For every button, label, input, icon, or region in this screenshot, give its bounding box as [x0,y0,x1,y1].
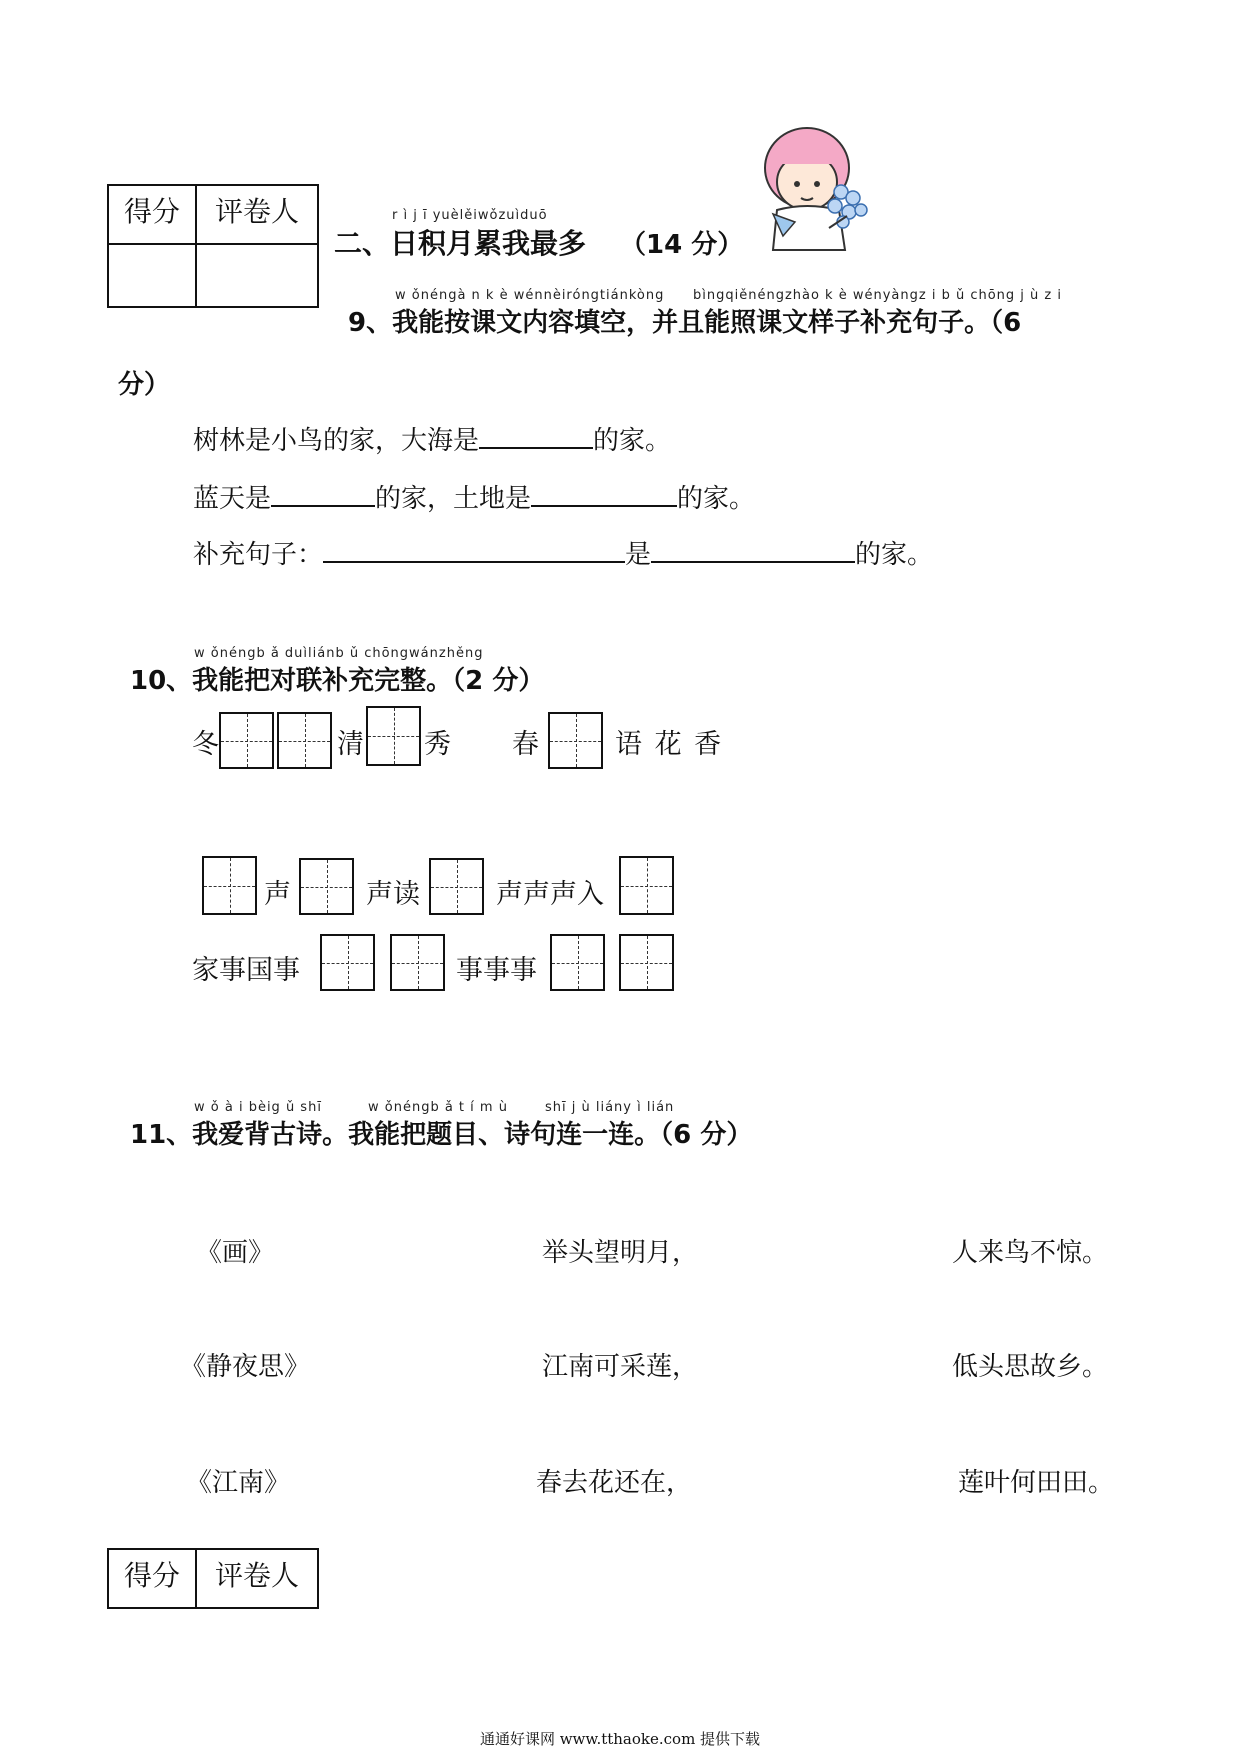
q9-line-2-text: 蓝天是 [193,484,272,514]
tianzige-box[interactable] [619,856,674,915]
couplet-chars: 家事国事 [192,955,300,986]
q9-line-1-end: 的家。 [593,426,672,456]
couplet-chars: 声读 [366,879,420,910]
poem-line[interactable]: 江南可采莲， [542,1352,699,1382]
q10-title: 10、我能把对联补充完整。（2 分） [130,666,545,696]
couplet-char: 声 [264,879,291,910]
grader-cell[interactable] [196,244,318,307]
grader-header: 评卷人 [196,1549,318,1608]
q9-line-2-mid: 的家，土地是 [375,484,532,514]
q9-line-1-text: 树林是小鸟的家，大海是 [193,426,480,456]
q9-blank-2[interactable] [271,481,375,507]
q9-line-2-end: 的家。 [677,484,756,514]
couplet-char: 春 [512,729,539,760]
q9-line-1 [193,420,671,457]
section-title: 二、日积月累我最多 [334,227,587,260]
q9-line-2 [193,478,755,515]
poem-line[interactable]: 莲叶何田田。 [958,1468,1115,1498]
girl-with-flowers-icon [755,118,875,258]
q9-line-3 [193,534,933,571]
q9-blank-3[interactable] [531,481,677,507]
tianzige-box[interactable] [277,712,332,769]
footer-text: 通通好课网 www.tthaoke.com 提供下载 [479,1730,761,1748]
q9-blank-4[interactable] [323,537,625,563]
q9-title-continued: 分） [118,370,171,400]
poem-title[interactable]: 《画》 [196,1238,275,1268]
poem-line[interactable]: 人来鸟不惊。 [952,1238,1109,1268]
poem-line[interactable]: 举头望明月， [542,1238,699,1268]
q9-blank-5[interactable] [651,537,855,563]
q9-blank-1[interactable] [479,423,593,449]
tianzige-box[interactable] [548,712,603,769]
couplet-chars: 语 花 香 [615,729,722,760]
tianzige-box[interactable] [619,934,674,991]
q11-pinyin-a: w ǒ à i bèig ǔ shī [194,1100,322,1115]
q9-pinyin-a: w ǒnéngà n k è wénnèiróngtiánkòng [395,288,665,303]
q11-title: 11、我爱背古诗。我能把题目、诗句连一连。（6 分） [130,1120,753,1150]
score-cell[interactable] [108,244,196,307]
q9-line-3-end: 的家。 [855,540,934,570]
score-header: 得分 [108,1549,196,1608]
couplet-chars: 声声声入 [496,879,604,910]
poem-title[interactable]: 《江南》 [186,1468,291,1498]
tianzige-box[interactable] [219,712,274,769]
q11-pinyin-b: w ǒnéngb ǎ t í m ù [368,1100,508,1115]
q9-line-3-label: 补充句子： [193,540,324,570]
tianzige-box[interactable] [299,858,354,915]
score-header: 得分 [108,185,196,244]
q9-pinyin-b: bìngqiěnéngzhào k è wényàngz i b ǔ chōng j ù z i [693,288,1062,303]
couplet-char: 秀 [424,729,451,760]
q9-title: 9、我能按课文内容填空，并且能照课文样子补充句子。（6 [348,308,1022,338]
tianzige-box[interactable] [202,856,257,915]
score-table [107,1548,319,1609]
couplet-char: 冬 [192,729,219,760]
poem-line[interactable]: 春去花还在， [536,1468,693,1498]
q10-pinyin: w ǒnéngb ǎ duìliánb ǔ chōngwánzhěng [194,646,484,661]
q11-pinyin-c: shī j ù liány ì lián [545,1100,675,1115]
score-table [107,184,319,308]
tianzige-box[interactable] [366,706,421,766]
poem-title[interactable]: 《静夜思》 [180,1352,311,1382]
tianzige-box[interactable] [390,934,445,991]
tianzige-box[interactable] [320,934,375,991]
q9-line-3-mid: 是 [625,540,652,570]
couplet-chars: 事事事 [456,955,537,986]
couplet-char: 清 [337,729,364,760]
tianzige-box[interactable] [429,858,484,915]
grader-header: 评卷人 [196,185,318,244]
poem-line[interactable]: 低头思故乡。 [952,1352,1109,1382]
section-title-pinyin: r ì j ī yuèlěiwǒzuìduō [392,208,548,223]
tianzige-box[interactable] [550,934,605,991]
section-points: （14 分） [620,230,744,260]
